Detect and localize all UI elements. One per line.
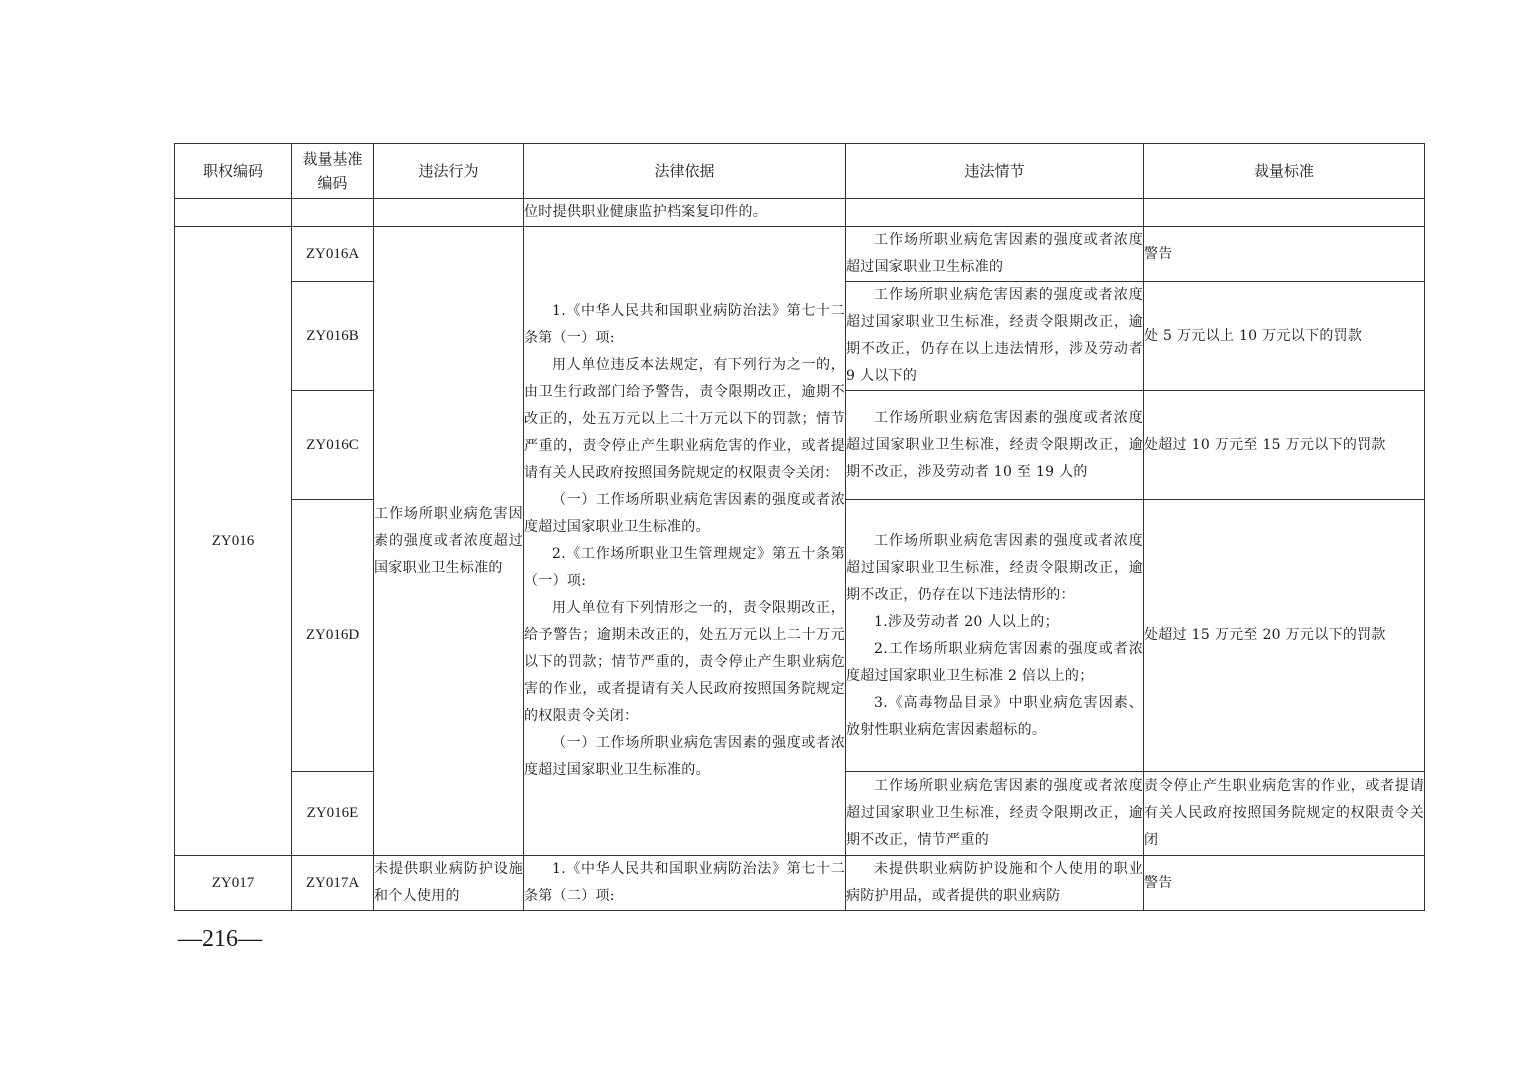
table-header-row [175, 144, 1425, 199]
violation-cell [374, 227, 524, 856]
circumstance-paragraph: 3.《高毒物品目录》中职业病危害因素、放射性职业病危害因素超标的。 [846, 694, 1143, 738]
law-basis-cell: 1.《中华人民共和国职业病防治法》第七十二条第（二）项: [524, 856, 846, 911]
law-basis-paragraph: 用人单位有下列情形之一的，责令限期改正，给予警告；逾期未改正的，处五万元以上二十万元以下的罚款；情节严重的，责令停止产生职业病危害的作业，或者提请有关人民政府按照国务院规定的权限责令关闭： [524, 600, 845, 724]
header-benchmark-code-line1: 裁量基准 [302, 150, 363, 168]
law-basis-paragraph: （一）工作场所职业病危害因素的强度或者浓度超过国家职业卫生标准的。 [524, 492, 845, 535]
header-circumstance: 违法情节 [846, 144, 1144, 199]
circumstance-paragraph: 2.工作场所职业病危害因素的强度或者浓度超过国家职业卫生标准 2 倍以上的； [846, 640, 1143, 684]
table-row [175, 227, 1425, 282]
law-basis-paragraph: 用人单位违反本法规定，有下列行为之一的，由卫生行政部门给予警告，责令限期改正，逾期不改正的，处五万元以上二十万元以下的罚款；情节严重的，责令停止产生职业病危害的作业，或者提请有关人民政府按照国务院规定的权限责令关闭： [524, 357, 845, 481]
carry-over-law-text: 位时提供职业健康监护档案复印件的。 [524, 199, 846, 227]
header-standard: 裁量标准 [1144, 144, 1425, 199]
header-benchmark-code [292, 144, 374, 199]
authority-code-zy016: ZY016 [175, 227, 292, 856]
law-basis-cell [524, 227, 846, 856]
header-authority-code: 职权编码 [175, 144, 292, 199]
carry-over-empty-cell [846, 199, 1144, 227]
standard-cell: 警告 [1144, 227, 1425, 282]
table-row [175, 856, 1425, 911]
law-basis-paragraph: 1.《中华人民共和国职业病防治法》第七十二条第（一）项: [524, 303, 845, 346]
standard-cell: 警告 [1144, 856, 1425, 911]
circumstance-paragraph: 工作场所职业病危害因素的强度或者浓度超过国家职业卫生标准，经责令限期改正，逾期不改正，仍存在以下违法情形的： [846, 532, 1143, 603]
standard-cell: 处超过 10 万元至 15 万元以下的罚款 [1144, 391, 1425, 500]
circumstance-cell [846, 500, 1144, 772]
violation-text: 未提供职业病防护设施和个人使用的 [374, 856, 524, 911]
carry-over-empty-cell [1144, 199, 1425, 227]
law-basis-paragraph: 2.《工作场所职业卫生管理规定》第五十条第（一）项: [524, 546, 845, 589]
circumstance-cell: 工作场所职业病危害因素的强度或者浓度超过国家职业卫生标准，经责令限期改正，逾期不改正，仍存在以上违法情形，涉及劳动者 9 人以下的 [846, 282, 1144, 391]
law-basis-paragraph: （一）工作场所职业病危害因素的强度或者浓度超过国家职业卫生标准的。 [524, 735, 845, 778]
standard-cell: 处超过 15 万元至 20 万元以下的罚款 [1144, 500, 1425, 772]
header-law-basis: 法律依据 [524, 144, 846, 199]
circumstance-cell: 工作场所职业病危害因素的强度或者浓度超过国家职业卫生标准的 [846, 227, 1144, 282]
violation-text: 工作场所职业病危害因素的强度或者浓度超过国家职业卫生标准的 [374, 505, 523, 576]
carry-over-empty-cell [175, 199, 292, 227]
benchmark-code: ZY016C [292, 391, 374, 500]
standard-cell: 责令停止产生职业病危害的作业，或者提请有关人民政府按照国务院规定的权限责令关闭 [1144, 772, 1425, 856]
authority-code-zy017: ZY017 [175, 856, 292, 911]
benchmark-code: ZY016A [292, 227, 374, 282]
benchmark-code: ZY016B [292, 282, 374, 391]
circumstance-paragraph: 1.涉及劳动者 20 人以上的； [874, 613, 1059, 630]
circumstance-cell: 工作场所职业病危害因素的强度或者浓度超过国家职业卫生标准，经责令限期改正，逾期不改正，情节严重的 [846, 772, 1144, 856]
carry-over-row [175, 199, 1425, 227]
carry-over-empty-cell [374, 199, 524, 227]
benchmark-code: ZY016E [292, 772, 374, 856]
page-number: —216— [178, 926, 262, 952]
standard-cell: 处 5 万元以上 10 万元以下的罚款 [1144, 282, 1425, 391]
benchmark-code: ZY016D [292, 500, 374, 772]
circumstance-cell: 工作场所职业病危害因素的强度或者浓度超过国家职业卫生标准，经责令限期改正，逾期不改正，涉及劳动者 10 至 19 人的 [846, 391, 1144, 500]
discretion-standard-table [174, 143, 1425, 911]
header-benchmark-code-line2: 编码 [317, 174, 348, 192]
carry-over-empty-cell [292, 199, 374, 227]
circumstance-cell: 未提供职业病防护设施和个人使用的职业病防护用品，或者提供的职业病防 [846, 856, 1144, 911]
header-violation: 违法行为 [374, 144, 524, 199]
benchmark-code: ZY017A [292, 856, 374, 911]
